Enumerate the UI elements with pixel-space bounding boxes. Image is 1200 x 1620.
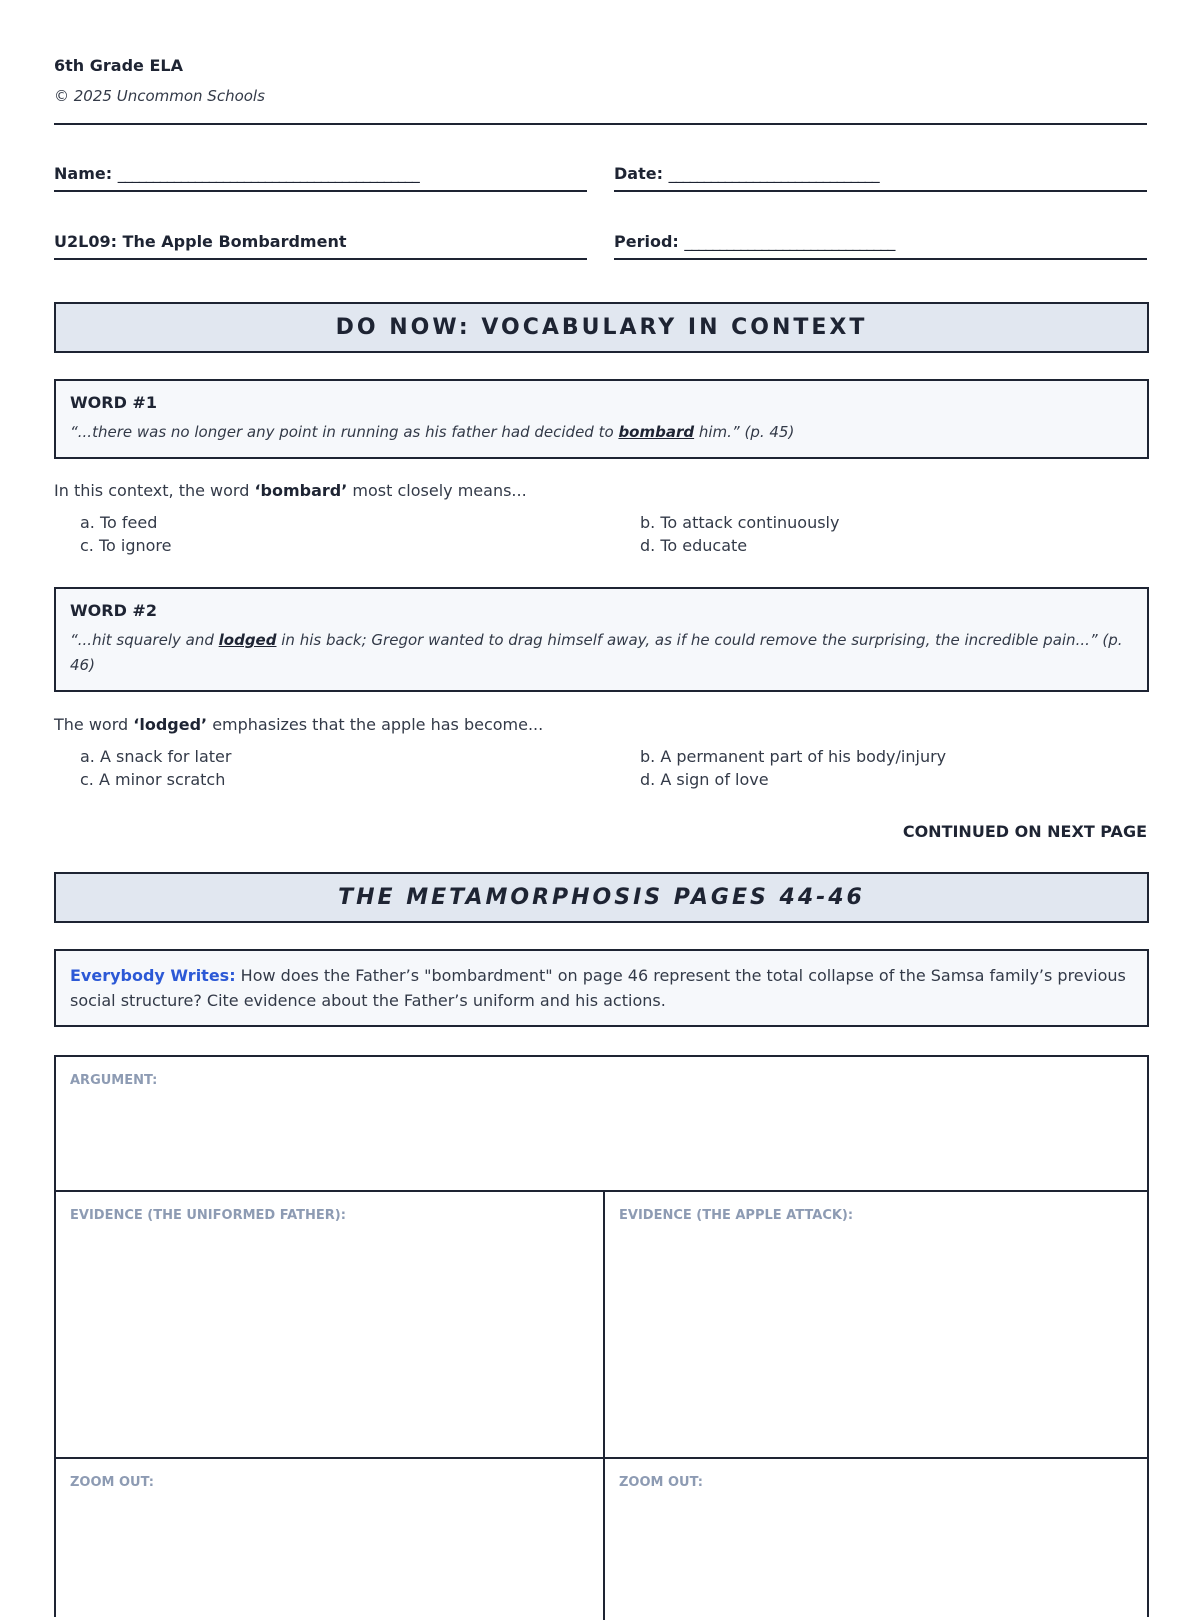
prompt-box [54, 949, 1149, 1027]
writing-prompt [70, 963, 1133, 1013]
lesson-title [54, 232, 587, 260]
word2-question-word: ‘lodged’ [133, 715, 208, 734]
zoom-out-right-cell[interactable] [605, 1459, 1147, 1619]
word2-question-after: emphasizes that the apple has become... [207, 715, 544, 734]
choice-option[interactable]: b. A permanent part of his body/injury [640, 747, 947, 766]
word1-question-before: In this context, the word [54, 481, 255, 500]
copyright-notice: © 2025 Uncommon Schools [54, 87, 265, 105]
name-field[interactable] [54, 164, 587, 192]
zoom-out-left-label: ZOOM OUT: [70, 1475, 154, 1490]
name-blank: ___________________________________________ [117, 164, 419, 183]
word2-quote-after: in his back; Gregor wanted to drag himself away, as if he could remove the surprising, the incredible pain...” (p. 46) [70, 631, 1123, 674]
choice-option[interactable]: d. A sign of love [640, 770, 769, 789]
choice-option[interactable]: c. To ignore [80, 536, 172, 555]
word1-label: WORD #1 [70, 393, 157, 412]
word1-quote-after: him.” (p. 45) [694, 423, 795, 441]
choice-option[interactable]: a. A snack for later [80, 747, 232, 766]
prompt-lead: Everybody Writes: [70, 966, 236, 985]
course-title: 6th Grade ELA [54, 56, 183, 75]
evidence-father-label: EVIDENCE (THE UNIFORMED FATHER): [70, 1208, 346, 1223]
choice-option[interactable]: a. To feed [80, 513, 158, 532]
header-divider [54, 123, 1147, 125]
argument-label: ARGUMENT: [70, 1073, 158, 1088]
reading-header: THE METAMORPHOSIS PAGES 44-46 [54, 872, 1149, 923]
word2-quote-before: “...hit squarely and [70, 631, 219, 649]
word1-question-after: most closely means... [347, 481, 527, 500]
choice-option[interactable]: c. A minor scratch [80, 770, 226, 789]
column-divider [603, 1190, 605, 1620]
period-field[interactable] [614, 232, 1147, 260]
word2-quote [70, 628, 1133, 678]
word1-question [54, 481, 527, 500]
word1-keyword: bombard [618, 423, 695, 441]
zoom-out-left-cell[interactable] [56, 1459, 603, 1619]
word2-choices [80, 747, 1147, 789]
period-blank: ______________________________ [684, 232, 895, 251]
word2-question [54, 715, 543, 734]
date-field[interactable] [614, 164, 1147, 192]
word1-box [54, 379, 1149, 459]
evidence-apple-label: EVIDENCE (THE APPLE ATTACK): [619, 1208, 854, 1223]
word2-keyword: lodged [218, 631, 277, 649]
date-blank: ______________________________ [668, 164, 879, 183]
word1-choices [80, 513, 1147, 555]
word1-quote [70, 420, 1133, 445]
prompt-text: How does the Father’s "bombardment" on page 46 represent the total collapse of the Samsa family’s previous social structure? Cite evidence about the Father’s uniform and his actions. [70, 966, 1126, 1010]
lesson-label: U2L09: The Apple Bombardment [54, 232, 347, 251]
zoom-out-right-label: ZOOM OUT: [619, 1475, 703, 1490]
choice-option[interactable]: b. To attack continuously [640, 513, 840, 532]
word2-box [54, 587, 1149, 692]
word1-quote-before: “...there was no longer any point in running as his father had decided to [70, 423, 619, 441]
word2-label: WORD #2 [70, 601, 157, 620]
response-organizer [54, 1055, 1149, 1617]
name-label: Name: [54, 164, 113, 183]
word2-question-before: The word [54, 715, 134, 734]
continued-note: CONTINUED ON NEXT PAGE [902, 822, 1147, 841]
choice-option[interactable]: d. To educate [640, 536, 748, 555]
date-label: Date: [614, 164, 663, 183]
word1-question-word: ‘bombard’ [254, 481, 348, 500]
evidence-apple-cell[interactable] [605, 1192, 1147, 1459]
do-now-header: DO NOW: VOCABULARY IN CONTEXT [54, 302, 1149, 353]
period-label: Period: [614, 232, 679, 251]
argument-cell[interactable] [56, 1057, 1147, 1192]
evidence-father-cell[interactable] [56, 1192, 603, 1459]
